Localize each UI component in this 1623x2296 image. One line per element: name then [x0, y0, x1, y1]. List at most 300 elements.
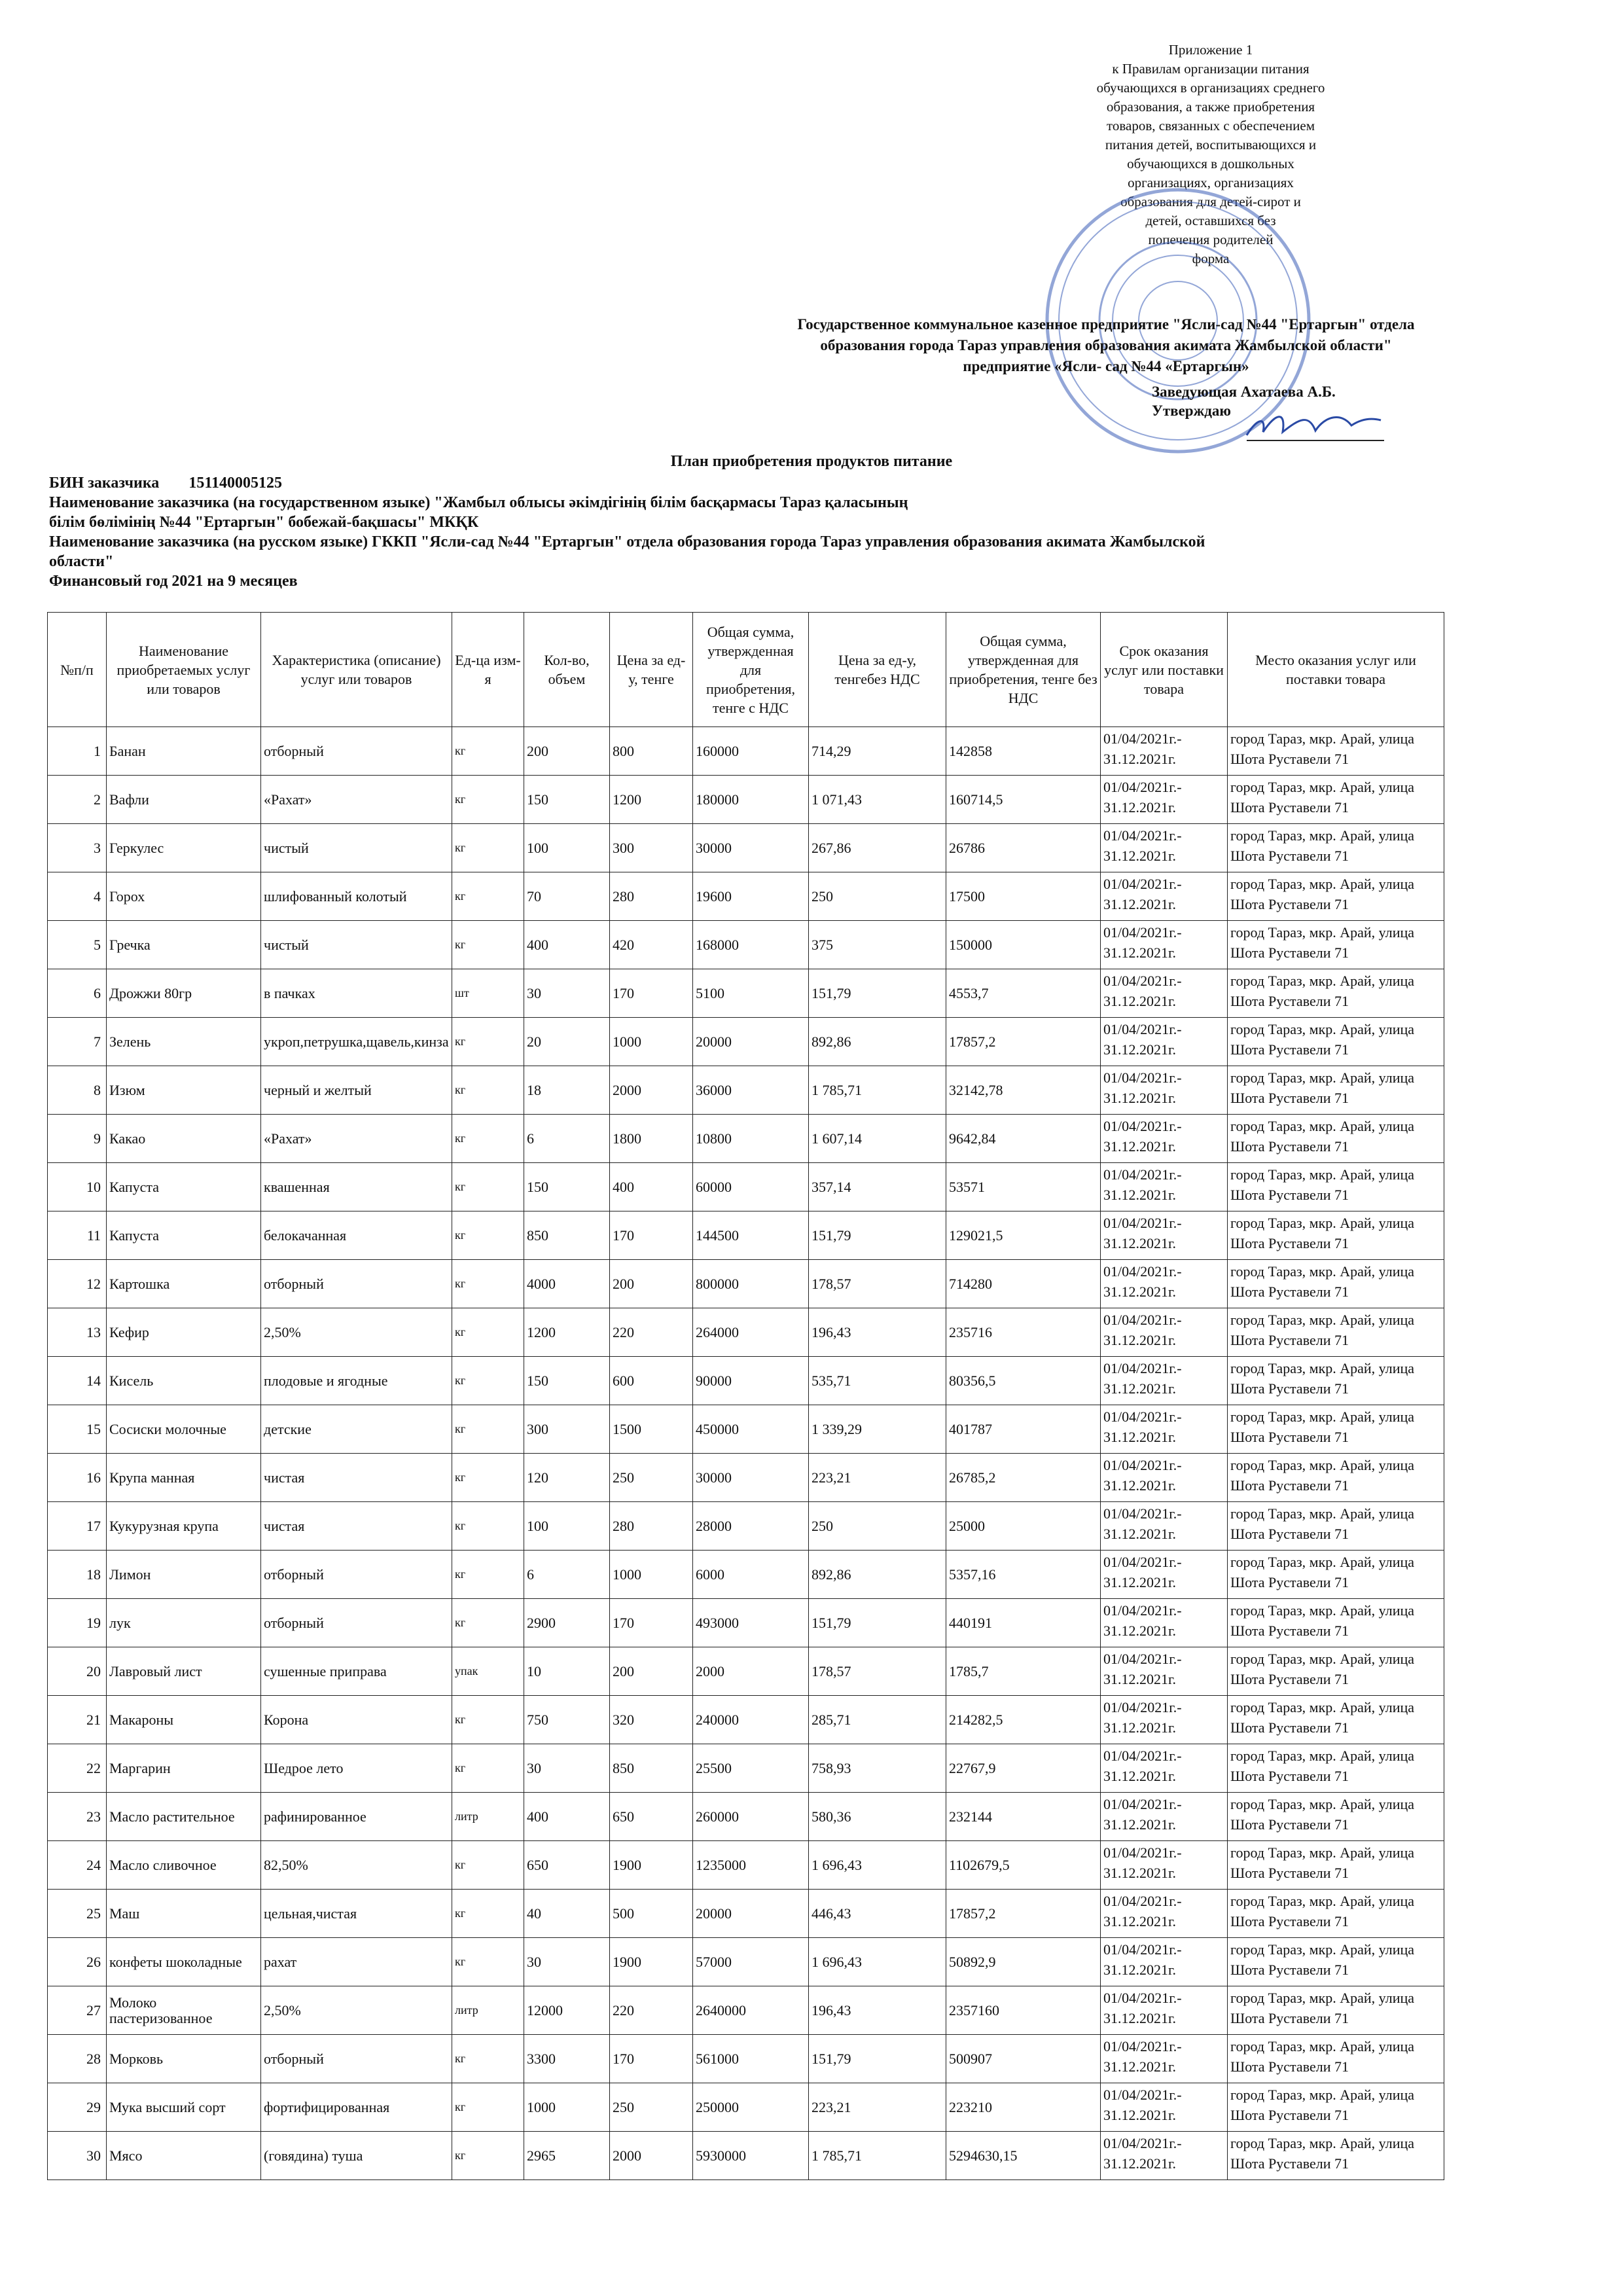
price-with-vat-cell: 420	[610, 921, 693, 969]
price-with-vat-cell: 1900	[610, 1841, 693, 1890]
total-with-vat-cell: 28000	[693, 1502, 809, 1551]
total-without-vat-cell: 401787	[946, 1405, 1101, 1454]
annex-line: Приложение 1	[1168, 42, 1253, 58]
delivery-place-cell: город Тараз, мкр. Арай, улица Шота Руставели 71	[1228, 1115, 1444, 1163]
item-description-cell: отборный	[261, 1599, 452, 1647]
delivery-place-cell: город Тараз, мкр. Арай, улица Шота Руставели 71	[1228, 776, 1444, 824]
table-row	[48, 824, 1444, 872]
total-with-vat-cell: 260000	[693, 1793, 809, 1841]
delivery-place-cell: город Тараз, мкр. Арай, улица Шота Руставели 71	[1228, 2083, 1444, 2132]
delivery-term-cell: 01/04/2021г.- 31.12.2021г.	[1101, 969, 1228, 1018]
table-header-row	[48, 613, 1444, 727]
total-with-vat-cell: 450000	[693, 1405, 809, 1454]
total-with-vat-cell: 5930000	[693, 2132, 809, 2180]
delivery-place-cell: город Тараз, мкр. Арай, улица Шота Руставели 71	[1228, 2132, 1444, 2180]
price-with-vat-cell: 170	[610, 1211, 693, 1260]
item-description-cell: (говядина) туша	[261, 2132, 452, 2180]
total-with-vat-cell: 800000	[693, 1260, 809, 1308]
item-name-cell: Макароны	[107, 1696, 261, 1744]
bin-line	[49, 473, 1489, 493]
price-with-vat-cell: 1900	[610, 1938, 693, 1986]
price-with-vat-cell: 170	[610, 969, 693, 1018]
quantity-cell: 100	[524, 824, 610, 872]
item-name-cell: Картошка	[107, 1260, 261, 1308]
price-with-vat-cell: 280	[610, 1502, 693, 1551]
item-description-cell: чистая	[261, 1454, 452, 1502]
unit-cell: литр	[452, 1793, 524, 1841]
delivery-place-cell: город Тараз, мкр. Арай, улица Шота Руставели 71	[1228, 1986, 1444, 2035]
item-name-cell: Лимон	[107, 1551, 261, 1599]
total-without-vat-cell: 32142,78	[946, 1066, 1101, 1115]
delivery-term-cell: 01/04/2021г.- 31.12.2021г.	[1101, 2132, 1228, 2180]
price-without-vat-cell: 285,71	[809, 1696, 946, 1744]
row-number-cell: 1	[48, 727, 107, 776]
price-with-vat-cell: 1500	[610, 1405, 693, 1454]
table-row	[48, 1308, 1444, 1357]
item-description-cell: сушенные приправа	[261, 1647, 452, 1696]
total-without-vat-cell: 50892,9	[946, 1938, 1101, 1986]
item-name-cell: Морковь	[107, 2035, 261, 2083]
customer-name-kz: Наименование заказчика (на государственном языке) "Жамбыл облысы әкімдігінің білім басқармасы Тараз қаласының	[49, 494, 908, 511]
page-title: План приобретения продуктов питание	[670, 453, 953, 470]
delivery-term-cell: 01/04/2021г.- 31.12.2021г.	[1101, 824, 1228, 872]
total-without-vat-cell: 5357,16	[946, 1551, 1101, 1599]
delivery-term-cell: 01/04/2021г.- 31.12.2021г.	[1101, 1163, 1228, 1211]
price-with-vat-cell: 1800	[610, 1115, 693, 1163]
total-without-vat-cell: 500907	[946, 2035, 1101, 2083]
price-without-vat-cell: 151,79	[809, 969, 946, 1018]
table-row	[48, 1260, 1444, 1308]
table-row	[48, 1454, 1444, 1502]
customer-name-ru-cont: области"	[49, 553, 114, 570]
price-without-vat-cell: 1 696,43	[809, 1841, 946, 1890]
quantity-cell: 6	[524, 1115, 610, 1163]
row-number-cell: 6	[48, 969, 107, 1018]
unit-cell: кг	[452, 1551, 524, 1599]
row-number-cell: 30	[48, 2132, 107, 2180]
price-without-vat-cell: 151,79	[809, 1211, 946, 1260]
price-without-vat-cell: 196,43	[809, 1308, 946, 1357]
delivery-place-cell: город Тараз, мкр. Арай, улица Шота Руставели 71	[1228, 969, 1444, 1018]
quantity-cell: 40	[524, 1890, 610, 1938]
annex-line: товаров, связанных с обеспечением	[1107, 118, 1315, 134]
unit-cell: литр	[452, 1986, 524, 2035]
delivery-place-cell: город Тараз, мкр. Арай, улица Шота Руставели 71	[1228, 1938, 1444, 1986]
row-number-cell: 4	[48, 872, 107, 921]
row-number-cell: 13	[48, 1308, 107, 1357]
delivery-place-cell: город Тараз, мкр. Арай, улица Шота Руставели 71	[1228, 1454, 1444, 1502]
total-with-vat-cell: 493000	[693, 1599, 809, 1647]
delivery-place-cell: город Тараз, мкр. Арай, улица Шота Руставели 71	[1228, 1308, 1444, 1357]
delivery-term-cell: 01/04/2021г.- 31.12.2021г.	[1101, 1938, 1228, 1986]
quantity-cell: 650	[524, 1841, 610, 1890]
delivery-term-cell: 01/04/2021г.- 31.12.2021г.	[1101, 1308, 1228, 1357]
delivery-place-cell: город Тараз, мкр. Арай, улица Шота Руставели 71	[1228, 1599, 1444, 1647]
quantity-cell: 100	[524, 1502, 610, 1551]
table-row	[48, 1890, 1444, 1938]
row-number-cell: 17	[48, 1502, 107, 1551]
delivery-term-cell: 01/04/2021г.- 31.12.2021г.	[1101, 921, 1228, 969]
price-without-vat-cell: 1 607,14	[809, 1115, 946, 1163]
delivery-place-cell: город Тараз, мкр. Арай, улица Шота Руставели 71	[1228, 1744, 1444, 1793]
price-with-vat-cell: 250	[610, 2083, 693, 2132]
price-with-vat-cell: 200	[610, 1260, 693, 1308]
delivery-term-cell: 01/04/2021г.- 31.12.2021г.	[1101, 1454, 1228, 1502]
table-row	[48, 1115, 1444, 1163]
total-without-vat-cell: 80356,5	[946, 1357, 1101, 1405]
quantity-cell: 30	[524, 1744, 610, 1793]
price-with-vat-cell: 170	[610, 2035, 693, 2083]
item-name-cell: Банан	[107, 727, 261, 776]
delivery-place-cell: город Тараз, мкр. Арай, улица Шота Руставели 71	[1228, 1551, 1444, 1599]
quantity-cell: 70	[524, 872, 610, 921]
quantity-cell: 400	[524, 921, 610, 969]
total-without-vat-cell: 129021,5	[946, 1211, 1101, 1260]
quantity-cell: 150	[524, 776, 610, 824]
price-with-vat-cell: 2000	[610, 2132, 693, 2180]
item-name-cell: Зелень	[107, 1018, 261, 1066]
delivery-term-cell: 01/04/2021г.- 31.12.2021г.	[1101, 1260, 1228, 1308]
price-without-vat-cell: 250	[809, 872, 946, 921]
total-without-vat-cell: 26786	[946, 824, 1101, 872]
row-number-cell: 10	[48, 1163, 107, 1211]
total-without-vat-cell: 223210	[946, 2083, 1101, 2132]
price-with-vat-cell: 250	[610, 1454, 693, 1502]
item-name-cell: Дрожжи 80гр	[107, 969, 261, 1018]
bin-label: БИН заказчика	[49, 475, 160, 492]
org-line: предприятие «Ясли- сад №44 «Ертаргын»	[963, 358, 1249, 374]
col-header: Общая сумма, утвержденная для приобретения, тенге без НДС	[946, 613, 1101, 727]
delivery-place-cell: город Тараз, мкр. Арай, улица Шота Руставели 71	[1228, 1211, 1444, 1260]
delivery-term-cell: 01/04/2021г.- 31.12.2021г.	[1101, 1841, 1228, 1890]
delivery-place-cell: город Тараз, мкр. Арай, улица Шота Руставели 71	[1228, 1018, 1444, 1066]
unit-cell: упак	[452, 1647, 524, 1696]
price-with-vat-cell: 320	[610, 1696, 693, 1744]
total-with-vat-cell: 10800	[693, 1115, 809, 1163]
item-description-cell: 2,50%	[261, 1308, 452, 1357]
unit-cell: кг	[452, 921, 524, 969]
quantity-cell: 3300	[524, 2035, 610, 2083]
quantity-cell: 750	[524, 1696, 610, 1744]
price-without-vat-cell: 178,57	[809, 1260, 946, 1308]
row-number-cell: 24	[48, 1841, 107, 1890]
quantity-cell: 2900	[524, 1599, 610, 1647]
item-description-cell: Корона	[261, 1696, 452, 1744]
table-row	[48, 2132, 1444, 2180]
delivery-term-cell: 01/04/2021г.- 31.12.2021г.	[1101, 776, 1228, 824]
organization-block	[713, 314, 1499, 377]
item-name-cell: Какао	[107, 1115, 261, 1163]
item-name-cell: Вафли	[107, 776, 261, 824]
unit-cell: кг	[452, 1357, 524, 1405]
table-row	[48, 1405, 1444, 1454]
table-row	[48, 776, 1444, 824]
price-without-vat-cell: 1 785,71	[809, 2132, 946, 2180]
price-without-vat-cell: 892,86	[809, 1551, 946, 1599]
item-description-cell: отборный	[261, 1551, 452, 1599]
annex-line: форма	[1192, 251, 1230, 266]
price-with-vat-cell: 300	[610, 824, 693, 872]
price-with-vat-cell: 170	[610, 1599, 693, 1647]
price-without-vat-cell: 580,36	[809, 1793, 946, 1841]
item-name-cell: Мука высший сорт	[107, 2083, 261, 2132]
quantity-cell: 18	[524, 1066, 610, 1115]
total-with-vat-cell: 19600	[693, 872, 809, 921]
row-number-cell: 25	[48, 1890, 107, 1938]
item-description-cell: 2,50%	[261, 1986, 452, 2035]
signature-icon	[1237, 406, 1387, 445]
total-without-vat-cell: 232144	[946, 1793, 1101, 1841]
annex-line: к Правилам организации питания	[1112, 61, 1310, 77]
quantity-cell: 1000	[524, 2083, 610, 2132]
row-number-cell: 29	[48, 2083, 107, 2132]
total-without-vat-cell: 1102679,5	[946, 1841, 1101, 1890]
quantity-cell: 12000	[524, 1986, 610, 2035]
item-name-cell: Крупа манная	[107, 1454, 261, 1502]
item-description-cell: Шедрое лето	[261, 1744, 452, 1793]
total-without-vat-cell: 5294630,15	[946, 2132, 1101, 2180]
item-name-cell: Капуста	[107, 1211, 261, 1260]
unit-cell: кг	[452, 1260, 524, 1308]
quantity-cell: 4000	[524, 1260, 610, 1308]
price-with-vat-cell: 850	[610, 1744, 693, 1793]
unit-cell: шт	[452, 969, 524, 1018]
row-number-cell: 8	[48, 1066, 107, 1115]
annex-line: детей, оставшихся без	[1145, 213, 1276, 228]
unit-cell: кг	[452, 872, 524, 921]
total-with-vat-cell: 250000	[693, 2083, 809, 2132]
customer-info	[49, 473, 1489, 591]
approve-label: Утверждаю	[1152, 403, 1231, 419]
unit-cell: кг	[452, 1211, 524, 1260]
item-description-cell: «Рахат»	[261, 1115, 452, 1163]
delivery-place-cell: город Тараз, мкр. Арай, улица Шота Руставели 71	[1228, 1793, 1444, 1841]
table-row	[48, 1551, 1444, 1599]
total-with-vat-cell: 1235000	[693, 1841, 809, 1890]
quantity-cell: 20	[524, 1018, 610, 1066]
table-row	[48, 1066, 1444, 1115]
total-with-vat-cell: 20000	[693, 1018, 809, 1066]
total-without-vat-cell: 17857,2	[946, 1890, 1101, 1938]
table-row	[48, 872, 1444, 921]
price-without-vat-cell: 535,71	[809, 1357, 946, 1405]
row-number-cell: 27	[48, 1986, 107, 2035]
row-number-cell: 16	[48, 1454, 107, 1502]
row-number-cell: 20	[48, 1647, 107, 1696]
delivery-place-cell: город Тараз, мкр. Арай, улица Шота Руставели 71	[1228, 727, 1444, 776]
item-name-cell: лук	[107, 1599, 261, 1647]
price-with-vat-cell: 500	[610, 1890, 693, 1938]
item-description-cell: чистая	[261, 1502, 452, 1551]
quantity-cell: 200	[524, 727, 610, 776]
delivery-place-cell: город Тараз, мкр. Арай, улица Шота Руставели 71	[1228, 1890, 1444, 1938]
total-without-vat-cell: 235716	[946, 1308, 1101, 1357]
delivery-term-cell: 01/04/2021г.- 31.12.2021г.	[1101, 1211, 1228, 1260]
table-row	[48, 1599, 1444, 1647]
price-without-vat-cell: 758,93	[809, 1744, 946, 1793]
item-description-cell: квашенная	[261, 1163, 452, 1211]
item-description-cell: рахат	[261, 1938, 452, 1986]
delivery-term-cell: 01/04/2021г.- 31.12.2021г.	[1101, 1502, 1228, 1551]
quantity-cell: 30	[524, 969, 610, 1018]
unit-cell: кг	[452, 1405, 524, 1454]
quantity-cell: 6	[524, 1551, 610, 1599]
price-without-vat-cell: 196,43	[809, 1986, 946, 2035]
total-without-vat-cell: 440191	[946, 1599, 1101, 1647]
total-without-vat-cell: 17857,2	[946, 1018, 1101, 1066]
unit-cell: кг	[452, 1115, 524, 1163]
price-with-vat-cell: 1200	[610, 776, 693, 824]
item-name-cell: Маш	[107, 1890, 261, 1938]
total-with-vat-cell: 6000	[693, 1551, 809, 1599]
total-without-vat-cell: 53571	[946, 1163, 1101, 1211]
price-with-vat-cell: 200	[610, 1647, 693, 1696]
total-with-vat-cell: 20000	[693, 1890, 809, 1938]
row-number-cell: 18	[48, 1551, 107, 1599]
unit-cell: кг	[452, 2035, 524, 2083]
item-description-cell: детские	[261, 1405, 452, 1454]
head-name: Заведующая Ахатаева А.Б.	[1152, 384, 1336, 400]
price-with-vat-cell: 280	[610, 872, 693, 921]
table-row	[48, 969, 1444, 1018]
total-with-vat-cell: 160000	[693, 727, 809, 776]
col-header: Цена за ед-у, тенгебез НДС	[809, 613, 946, 727]
price-without-vat-cell: 223,21	[809, 2083, 946, 2132]
delivery-term-cell: 01/04/2021г.- 31.12.2021г.	[1101, 727, 1228, 776]
item-name-cell: Масло сливочное	[107, 1841, 261, 1890]
total-with-vat-cell: 30000	[693, 824, 809, 872]
delivery-term-cell: 01/04/2021г.- 31.12.2021г.	[1101, 2035, 1228, 2083]
org-line: Государственное коммунальное казенное предприятие "Ясли-сад №44 "Ертаргын" отдела	[797, 316, 1415, 332]
total-with-vat-cell: 264000	[693, 1308, 809, 1357]
delivery-place-cell: город Тараз, мкр. Арай, улица Шота Руставели 71	[1228, 872, 1444, 921]
price-without-vat-cell: 151,79	[809, 2035, 946, 2083]
col-header: Наименование приобретаемых услуг или товаров	[107, 613, 261, 727]
item-name-cell: Молоко пастеризованное	[107, 1986, 261, 2035]
delivery-term-cell: 01/04/2021г.- 31.12.2021г.	[1101, 1066, 1228, 1115]
item-description-cell: цельная,чистая	[261, 1890, 452, 1938]
total-without-vat-cell: 160714,5	[946, 776, 1101, 824]
customer-name-kz-cont: білім бөлімінің №44 "Ертаргын" бобежай-бақшасы" МКҚК	[49, 514, 479, 531]
row-number-cell: 11	[48, 1211, 107, 1260]
total-with-vat-cell: 5100	[693, 969, 809, 1018]
item-description-cell: плодовые и ягодные	[261, 1357, 452, 1405]
quantity-cell: 10	[524, 1647, 610, 1696]
item-description-cell: отборный	[261, 1260, 452, 1308]
unit-cell: кг	[452, 1454, 524, 1502]
col-header: Место оказания услуг или поставки товара	[1228, 613, 1444, 727]
price-with-vat-cell: 220	[610, 1986, 693, 2035]
price-without-vat-cell: 446,43	[809, 1890, 946, 1938]
item-description-cell: «Рахат»	[261, 776, 452, 824]
delivery-term-cell: 01/04/2021г.- 31.12.2021г.	[1101, 872, 1228, 921]
table-row	[48, 2083, 1444, 2132]
delivery-place-cell: город Тараз, мкр. Арай, улица Шота Руставели 71	[1228, 1647, 1444, 1696]
price-with-vat-cell: 600	[610, 1357, 693, 1405]
total-with-vat-cell: 180000	[693, 776, 809, 824]
quantity-cell: 1200	[524, 1308, 610, 1357]
org-line: образования города Тараз управления образования акимата Жамбылской области"	[820, 337, 1392, 353]
table-row	[48, 1938, 1444, 1986]
unit-cell: кг	[452, 1066, 524, 1115]
delivery-term-cell: 01/04/2021г.- 31.12.2021г.	[1101, 1986, 1228, 2035]
quantity-cell: 120	[524, 1454, 610, 1502]
delivery-place-cell: город Тараз, мкр. Арай, улица Шота Руставели 71	[1228, 2035, 1444, 2083]
item-name-cell: Изюм	[107, 1066, 261, 1115]
delivery-place-cell: город Тараз, мкр. Арай, улица Шота Руставели 71	[1228, 1260, 1444, 1308]
total-without-vat-cell: 9642,84	[946, 1115, 1101, 1163]
item-description-cell: отборный	[261, 727, 452, 776]
price-with-vat-cell: 650	[610, 1793, 693, 1841]
table-row	[48, 1211, 1444, 1260]
price-without-vat-cell: 892,86	[809, 1018, 946, 1066]
delivery-term-cell: 01/04/2021г.- 31.12.2021г.	[1101, 1115, 1228, 1163]
table-row	[48, 2035, 1444, 2083]
col-header: Ед-ца изм-я	[452, 613, 524, 727]
total-with-vat-cell: 240000	[693, 1696, 809, 1744]
col-header: Общая сумма, утвержденная для приобретения, тенге с НДС	[693, 613, 809, 727]
delivery-term-cell: 01/04/2021г.- 31.12.2021г.	[1101, 1551, 1228, 1599]
row-number-cell: 26	[48, 1938, 107, 1986]
table-row	[48, 1841, 1444, 1890]
item-name-cell: Кисель	[107, 1357, 261, 1405]
item-description-cell: фортифицированная	[261, 2083, 452, 2132]
price-without-vat-cell: 223,21	[809, 1454, 946, 1502]
quantity-cell: 400	[524, 1793, 610, 1841]
unit-cell: кг	[452, 1841, 524, 1890]
total-without-vat-cell: 22767,9	[946, 1744, 1101, 1793]
total-with-vat-cell: 90000	[693, 1357, 809, 1405]
unit-cell: кг	[452, 1938, 524, 1986]
item-description-cell: отборный	[261, 2035, 452, 2083]
unit-cell: кг	[452, 776, 524, 824]
item-description-cell: белокачанная	[261, 1211, 452, 1260]
delivery-term-cell: 01/04/2021г.- 31.12.2021г.	[1101, 1744, 1228, 1793]
quantity-cell: 150	[524, 1163, 610, 1211]
total-with-vat-cell: 168000	[693, 921, 809, 969]
item-description-cell: чистый	[261, 824, 452, 872]
unit-cell: кг	[452, 1599, 524, 1647]
table-row	[48, 1696, 1444, 1744]
total-without-vat-cell: 2357160	[946, 1986, 1101, 2035]
unit-cell: кг	[452, 1744, 524, 1793]
total-with-vat-cell: 25500	[693, 1744, 809, 1793]
table-row	[48, 1502, 1444, 1551]
delivery-place-cell: город Тараз, мкр. Арай, улица Шота Руставели 71	[1228, 921, 1444, 969]
price-without-vat-cell: 1 696,43	[809, 1938, 946, 1986]
unit-cell: кг	[452, 2132, 524, 2180]
total-with-vat-cell: 30000	[693, 1454, 809, 1502]
price-with-vat-cell: 800	[610, 727, 693, 776]
row-number-cell: 15	[48, 1405, 107, 1454]
col-header: Срок оказания услуг или поставки товара	[1101, 613, 1228, 727]
delivery-term-cell: 01/04/2021г.- 31.12.2021г.	[1101, 1890, 1228, 1938]
row-number-cell: 3	[48, 824, 107, 872]
table-row	[48, 1018, 1444, 1066]
item-name-cell: Сосиски молочные	[107, 1405, 261, 1454]
price-without-vat-cell: 375	[809, 921, 946, 969]
price-with-vat-cell: 2000	[610, 1066, 693, 1115]
item-description-cell: чистый	[261, 921, 452, 969]
delivery-term-cell: 01/04/2021г.- 31.12.2021г.	[1101, 1357, 1228, 1405]
table-row	[48, 1744, 1444, 1793]
row-number-cell: 5	[48, 921, 107, 969]
item-name-cell: Горох	[107, 872, 261, 921]
row-number-cell: 7	[48, 1018, 107, 1066]
annex-line: питания детей, воспитывающихся и	[1105, 137, 1317, 152]
table-row	[48, 921, 1444, 969]
annex-line: попечения родителей	[1148, 232, 1274, 247]
